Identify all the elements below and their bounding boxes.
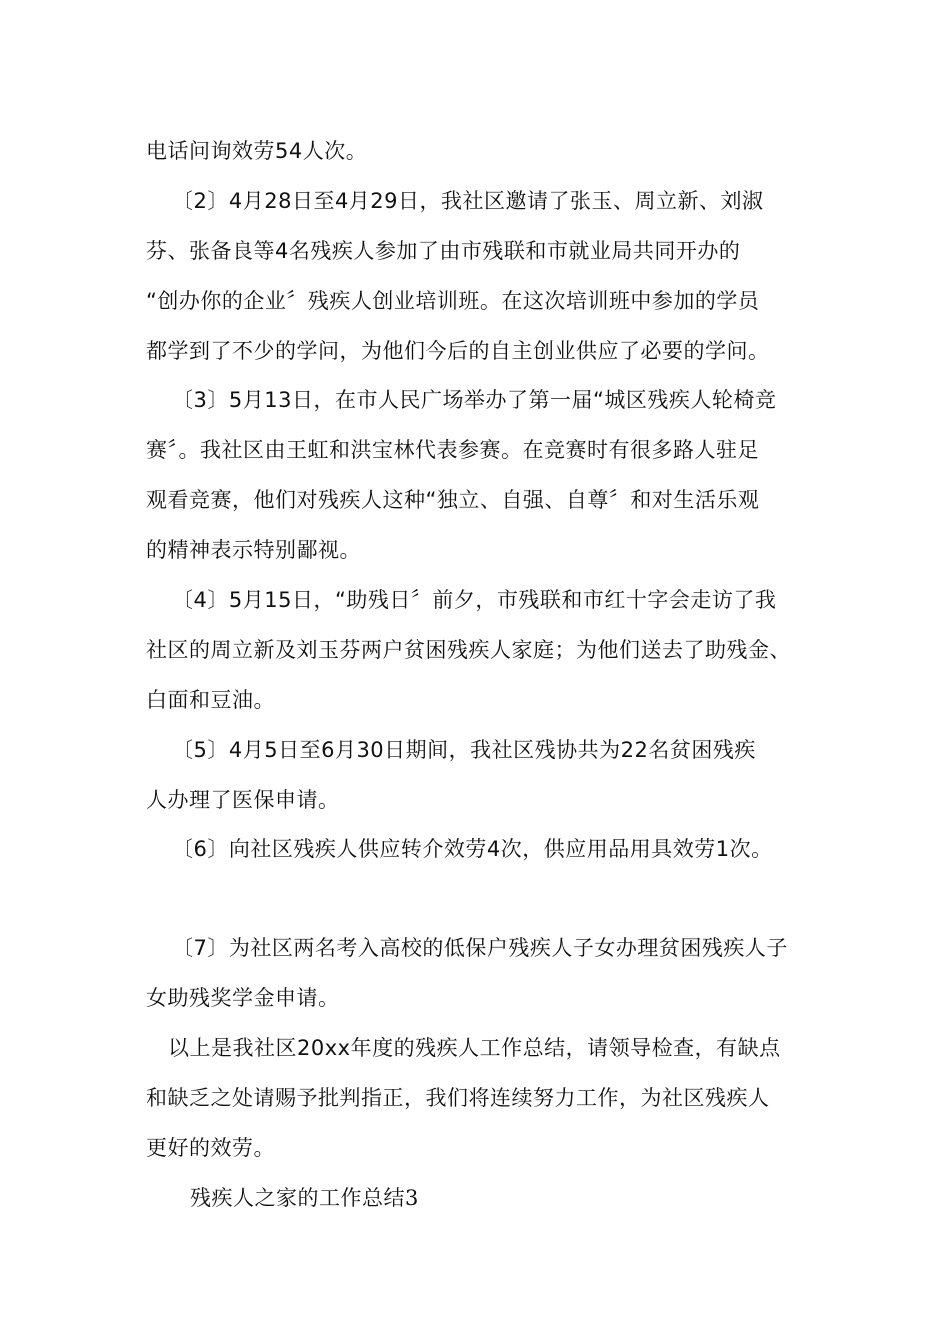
text-line: 芬、张备良等4名残疾人参加了由市残联和市就业局共同开办的 — [146, 239, 741, 263]
text-line: 电话问询效劳54人次。 — [146, 139, 368, 163]
text-line: 以上是我社区20xx年度的残疾人工作总结，请领导检查，有缺点 — [168, 1036, 781, 1060]
text-line: 的精神表示特别鄙视。 — [146, 538, 361, 562]
text-line: 都学到了不少的学问，为他们今后的自主创业供应了必要的学问。 — [146, 339, 770, 363]
text-line: “创办你的企业〞残疾人创业培训班。在这次培训班中参加的学员 — [146, 289, 760, 313]
text-line: 〔6〕向社区残疾人供应转介效劳4次，供应用品用具效劳1次。 — [172, 837, 773, 861]
section-heading: 残疾人之家的工作总结3 — [190, 1186, 419, 1210]
text-line: 女助残奖学金申请。 — [146, 986, 340, 1010]
text-line: 〔2〕4月28日至4月29日，我社区邀请了张玉、周立新、刘淑 — [172, 189, 764, 213]
text-line: 和缺乏之处请赐予批判指正，我们将连续努力工作，为社区残疾人 — [146, 1086, 770, 1110]
text-line: 〔7〕为社区两名考入高校的低保户残疾人子女办理贫困残疾人子 — [172, 936, 788, 960]
text-line: 赛〞。我社区由王虹和洪宝林代表参赛。在竞赛时有很多路人驻足 — [146, 438, 759, 462]
text-line: 社区的周立新及刘玉芬两户贫困残疾人家庭；为他们送去了助残金、 — [146, 638, 791, 662]
text-line: 〔5〕4月5日至6月30日期间，我社区残协共为22名贫困残疾 — [172, 738, 756, 762]
text-line: 〔3〕5月13日，在市人民广场举办了第一届“城区残疾人轮椅竞 — [172, 388, 777, 412]
text-line: 〔4〕5月15日，“助残日〞前夕，市残联和市红十字会走访了我 — [172, 588, 777, 612]
text-line: 更好的效劳。 — [146, 1136, 275, 1160]
text-line: 人办理了医保申请。 — [146, 788, 340, 812]
text-line: 观看竞赛，他们对残疾人这种“独立、自强、自尊〞和对生活乐观 — [146, 488, 760, 512]
text-line: 白面和豆油。 — [146, 688, 275, 712]
